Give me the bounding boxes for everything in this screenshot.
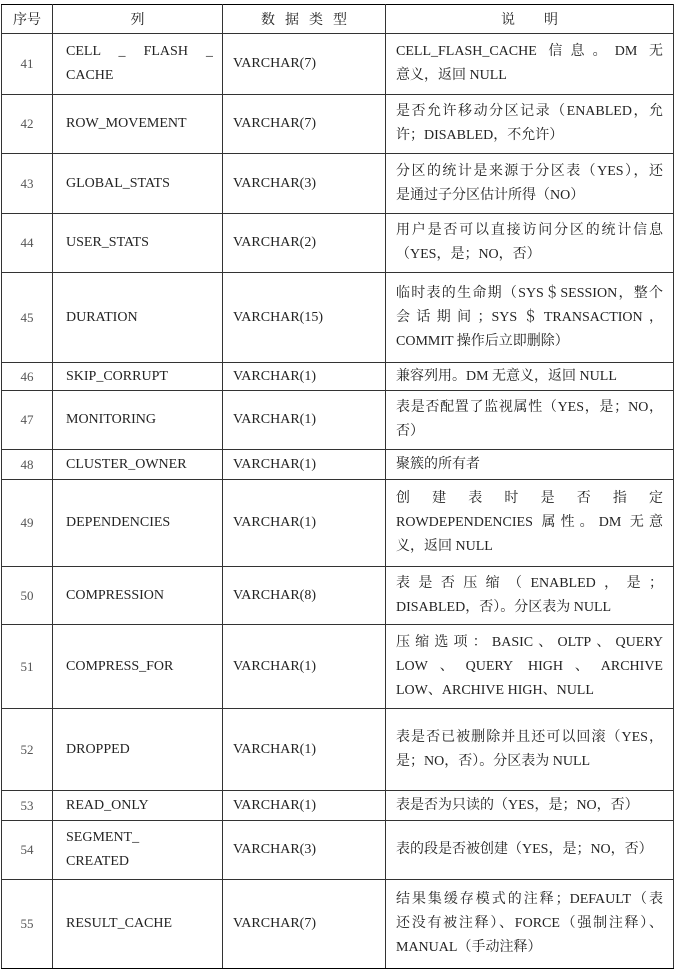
column-name-line: COMPRESSION bbox=[66, 587, 165, 603]
row-number-cell: 47 bbox=[2, 391, 53, 450]
column-name-cell bbox=[53, 273, 223, 363]
row-number-cell: 45 bbox=[2, 273, 53, 363]
description-cell bbox=[386, 214, 674, 273]
column-name-cell bbox=[53, 363, 223, 391]
column-name-cell bbox=[53, 450, 223, 480]
description-line: （YES，是；NO，否） bbox=[396, 247, 541, 262]
header-description bbox=[386, 5, 674, 34]
data-type-cell: VARCHAR(3) bbox=[223, 154, 386, 214]
description-line: 创建表时是否指定 bbox=[396, 491, 663, 506]
data-type-cell: VARCHAR(7) bbox=[223, 95, 386, 154]
header-description-label: 说明 bbox=[501, 13, 587, 28]
header-row bbox=[2, 5, 674, 34]
description-line: LOW、ARCHIVE HIGH、NULL bbox=[396, 682, 594, 698]
description-cell bbox=[386, 625, 674, 709]
data-type-cell: VARCHAR(7) bbox=[223, 34, 386, 95]
column-name-line: GLOBAL_STATS bbox=[66, 175, 170, 191]
column-name-cell bbox=[53, 95, 223, 154]
table-row bbox=[2, 154, 674, 214]
column-name-line: RESULT_CACHE bbox=[66, 916, 173, 931]
description-cell bbox=[386, 154, 674, 214]
description-line: 用户是否可以直接访问分区的统计信息 bbox=[396, 223, 663, 238]
column-name-line: DURATION bbox=[66, 309, 138, 325]
description-line: ROWDEPENDENCIES 属性。DM 无意 bbox=[396, 515, 663, 530]
table-row bbox=[2, 480, 674, 567]
column-name-line: ROW_MOVEMENT bbox=[66, 116, 187, 131]
row-number-cell: 53 bbox=[2, 791, 53, 821]
header-column bbox=[53, 5, 223, 34]
column-name-line: CLUSTER_OWNER bbox=[66, 456, 187, 472]
description-line: 是；NO，否）。分区表为 NULL bbox=[396, 753, 591, 769]
table-row bbox=[2, 273, 674, 363]
column-name-line: COMPRESS_FOR bbox=[66, 658, 174, 674]
data-type-cell: VARCHAR(15) bbox=[223, 273, 386, 363]
column-name-line: CELL _ FLASH _ bbox=[66, 44, 213, 59]
column-name-line: USER_STATS bbox=[66, 235, 149, 250]
description-cell bbox=[386, 480, 674, 567]
column-name-line: SKIP_CORRUPT bbox=[66, 368, 168, 384]
column-name-cell bbox=[53, 880, 223, 969]
column-name-cell bbox=[53, 214, 223, 273]
description-line: 否） bbox=[396, 424, 424, 439]
description-line: 还没有被注释）、FORCE（强制注释）、 bbox=[396, 916, 663, 931]
description-line: LOW、QUERY HIGH、ARCHIVE bbox=[396, 658, 663, 674]
description-line: 兼容列用。DM 无意义，返回 NULL bbox=[396, 368, 617, 384]
column-name-cell bbox=[53, 567, 223, 625]
column-name-cell bbox=[53, 791, 223, 821]
column-name-line: DEPENDENCIES bbox=[66, 515, 171, 530]
column-name-line: SEGMENT_ bbox=[66, 830, 140, 845]
header-number-label: 序号 bbox=[13, 13, 41, 28]
header-data-type-label: 数据类型 bbox=[261, 13, 357, 28]
description-line: 表是否已被删除并且还可以回滚（YES， bbox=[396, 729, 663, 745]
row-number-cell: 41 bbox=[2, 34, 53, 95]
column-name-cell bbox=[53, 154, 223, 214]
column-name-line: READ_ONLY bbox=[66, 797, 149, 813]
description-line: 是通过子分区估计所得（NO） bbox=[396, 187, 585, 203]
data-type-cell: VARCHAR(8) bbox=[223, 567, 386, 625]
row-number-cell: 55 bbox=[2, 880, 53, 969]
description-cell bbox=[386, 95, 674, 154]
description-cell bbox=[386, 34, 674, 95]
table-row bbox=[2, 880, 674, 969]
column-name-line: CREATED bbox=[66, 854, 129, 869]
data-type-cell: VARCHAR(1) bbox=[223, 363, 386, 391]
description-cell bbox=[386, 363, 674, 391]
column-name-cell bbox=[53, 391, 223, 450]
data-type-cell: VARCHAR(1) bbox=[223, 391, 386, 450]
column-name-line: CACHE bbox=[66, 68, 114, 83]
description-cell bbox=[386, 450, 674, 480]
column-name-cell bbox=[53, 821, 223, 880]
description-cell bbox=[386, 391, 674, 450]
description-line: 聚簇的所有者 bbox=[396, 456, 480, 472]
data-type-cell: VARCHAR(3) bbox=[223, 821, 386, 880]
description-cell bbox=[386, 273, 674, 363]
description-line: 义，返回 NULL bbox=[396, 539, 493, 554]
data-type-cell: VARCHAR(1) bbox=[223, 791, 386, 821]
description-line: 是否允许移动分区记录（ENABLED，允 bbox=[396, 104, 663, 119]
description-cell bbox=[386, 567, 674, 625]
table-row bbox=[2, 791, 674, 821]
description-line: 意义，返回 NULL bbox=[396, 68, 507, 83]
description-line: 临时表的生命期（SYS＄SESSION，整个 bbox=[396, 285, 663, 301]
row-number-cell: 51 bbox=[2, 625, 53, 709]
row-number-cell: 54 bbox=[2, 821, 53, 880]
column-name-cell bbox=[53, 480, 223, 567]
description-cell bbox=[386, 791, 674, 821]
row-number-cell: 46 bbox=[2, 363, 53, 391]
table-row bbox=[2, 821, 674, 880]
table-row bbox=[2, 34, 674, 95]
table-row bbox=[2, 625, 674, 709]
description-line: 表是否配置了监视属性（YES，是；NO， bbox=[396, 400, 663, 415]
table-row bbox=[2, 709, 674, 791]
description-cell bbox=[386, 709, 674, 791]
row-number-cell: 49 bbox=[2, 480, 53, 567]
header-number bbox=[2, 5, 53, 34]
data-type-cell: VARCHAR(2) bbox=[223, 214, 386, 273]
description-line: 许；DISABLED，不允许） bbox=[396, 128, 564, 143]
row-number-cell: 50 bbox=[2, 567, 53, 625]
column-name-cell bbox=[53, 709, 223, 791]
table-row bbox=[2, 363, 674, 391]
data-type-cell: VARCHAR(1) bbox=[223, 480, 386, 567]
table-row bbox=[2, 567, 674, 625]
row-number-cell: 44 bbox=[2, 214, 53, 273]
description-line: 表是否压缩（ENABLED，是； bbox=[396, 575, 663, 591]
table-row bbox=[2, 391, 674, 450]
column-name-line: DROPPED bbox=[66, 741, 130, 757]
data-type-cell: VARCHAR(1) bbox=[223, 709, 386, 791]
table-row bbox=[2, 95, 674, 154]
row-number-cell: 52 bbox=[2, 709, 53, 791]
description-line: 会话期间；SYS＄TRANSACTION， bbox=[396, 309, 663, 325]
column-name-cell bbox=[53, 625, 223, 709]
table-header bbox=[2, 5, 674, 34]
row-number-cell: 43 bbox=[2, 154, 53, 214]
table-row bbox=[2, 214, 674, 273]
description-line: DISABLED，否）。分区表为 NULL bbox=[396, 599, 612, 615]
description-cell bbox=[386, 821, 674, 880]
description-line: MANUAL（手动注释） bbox=[396, 940, 542, 955]
description-line: 分区的统计是来源于分区表（YES），还 bbox=[396, 163, 663, 179]
data-type-cell: VARCHAR(7) bbox=[223, 880, 386, 969]
description-cell bbox=[386, 880, 674, 969]
header-data-type bbox=[223, 5, 386, 34]
data-type-cell: VARCHAR(1) bbox=[223, 625, 386, 709]
column-definition-table bbox=[1, 4, 674, 969]
table-body bbox=[2, 34, 674, 969]
column-name-line: MONITORING bbox=[66, 412, 156, 427]
data-type-cell: VARCHAR(1) bbox=[223, 450, 386, 480]
description-line: CELL_FLASH_CACHE 信息。DM 无 bbox=[396, 44, 663, 59]
header-column-label: 列 bbox=[130, 13, 145, 28]
table-row bbox=[2, 450, 674, 480]
description-line: COMMIT 操作后立即删除） bbox=[396, 333, 569, 349]
description-line: 表是否为只读的（YES，是；NO，否） bbox=[396, 797, 639, 813]
column-name-cell bbox=[53, 34, 223, 95]
description-line: 表的段是否被创建（YES，是；NO，否） bbox=[396, 842, 653, 857]
row-number-cell: 48 bbox=[2, 450, 53, 480]
description-line: 压缩选项：BASIC、OLTP、QUERY bbox=[396, 634, 663, 650]
row-number-cell: 42 bbox=[2, 95, 53, 154]
description-line: 结果集缓存模式的注释；DEFAULT（表 bbox=[396, 892, 663, 907]
